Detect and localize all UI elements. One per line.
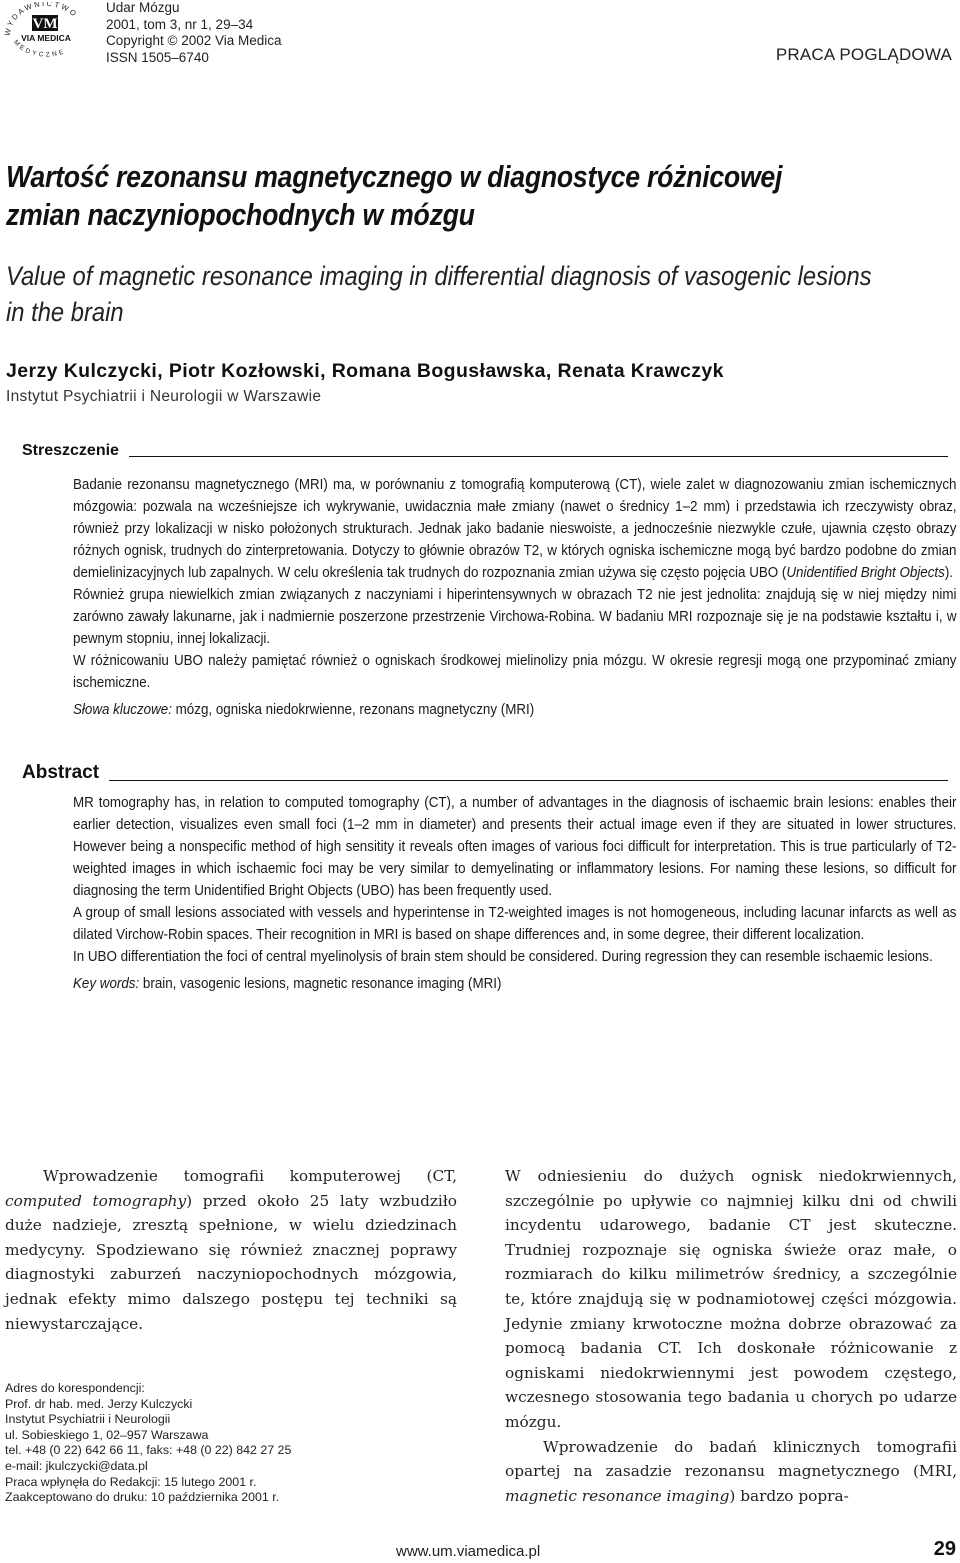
abstract-heading: Abstract bbox=[22, 762, 100, 783]
keywords-text: mózg, ogniska niedokrwienne, rezonans magnetyczny (MRI) bbox=[171, 702, 535, 718]
body-right-column bbox=[505, 1164, 957, 1508]
correspondence-email: e-mail: jkulczycki@data.pl bbox=[5, 1458, 148, 1473]
streszczenie-p1-end: ). bbox=[944, 565, 954, 581]
heading-rule bbox=[129, 456, 948, 457]
article-title-pl bbox=[6, 158, 943, 234]
correspondence-line: Praca wpłynęła do Redakcji: 15 lutego 2001 r. bbox=[5, 1474, 257, 1489]
streszczenie-paragraph: W różnicowaniu UBO należy pamiętać również o ogniskach środkowej mielinolizy pnia mózgu. W okresie regresji mogą one przypominać zmiany ischemiczne. bbox=[73, 653, 957, 691]
correspondence-line: tel. +48 (0 22) 642 66 11, faks: +48 (0 22) 842 27 25 bbox=[5, 1443, 292, 1458]
logo-monogram: VM bbox=[32, 16, 58, 32]
body-text: Wprowadzenie tomografii komputerowej (CT, bbox=[43, 1167, 457, 1185]
abstract-paragraph: A group of small lesions associated with vessels and hyperintense in T2-weighted images is not homogeneous, including lacunar infarcts as well as dilated Virchow-Robin spaces. Their recognition in MRI is based on shape differences and, in some degree, their different localization. bbox=[73, 905, 957, 943]
via-medica-logo-icon bbox=[4, 2, 88, 60]
section-label: PRACA POGLĄDOWA bbox=[775, 45, 952, 64]
title-en-line1: Value of magnetic resonance imaging in differential diagnosis of vasogenic lesions bbox=[6, 261, 872, 291]
keywords-label: Key words: bbox=[73, 976, 140, 992]
journal-copyright: Copyright © 2002 Via Medica bbox=[106, 33, 282, 48]
logo-name: VIA MEDICA bbox=[21, 33, 71, 43]
abstract-heading-row bbox=[22, 762, 948, 784]
streszczenie-paragraph bbox=[73, 474, 957, 584]
logo-arc-bottom: MEDYCZNE bbox=[12, 38, 67, 59]
correspondence-line: Instytut Psychiatrii i Neurologii bbox=[5, 1412, 171, 1427]
correspondence-box bbox=[5, 1381, 465, 1506]
streszczenie-body bbox=[73, 474, 957, 721]
body-text-italic: magnetic resonance imaging bbox=[505, 1486, 730, 1505]
streszczenie-p1-italic: Unidentified Bright Objects bbox=[786, 565, 945, 581]
streszczenie-heading: Streszczenie bbox=[22, 442, 119, 459]
correspondence-line: Prof. dr hab. med. Jerzy Kulczycki bbox=[5, 1396, 193, 1411]
abstract-paragraph: MR tomography has, in relation to computed tomography (CT), a number of advantages in the diagnosis of ischaemic brain lesions: enables their earlier detection, visualizes even small foci (1–2 mm in diameter) and presents their actual image even if they are situated in lower structures. However being a nonspecific method of high sensitity it reveals often images of various foci difficult for interpretation. This is true particularly of T2-weighted images in which ischaemic foci may be very similar to demyelinating or inflammatory lesions. For naming these lesions, so difficult for diagnosing the term Unidentified Bright Objects (UBO) has been frequently used. bbox=[73, 795, 957, 899]
abstract-keywords bbox=[73, 973, 957, 995]
keywords-text: brain, vasogenic lesions, magnetic resonance imaging (MRI) bbox=[139, 976, 502, 992]
streszczenie-keywords bbox=[73, 699, 957, 721]
body-text-italic: computed tomography bbox=[5, 1191, 187, 1210]
streszczenie-p1: Badanie rezonansu magnetycznego (MRI) ma, w porównaniu z tomografią komputerową (CT), wiele zalet w diagnozowaniu zmian ischemicznych mózgowia: pozwala na wcześniejsze ich wykrywanie, uwidacznia małe zmiany (nawet o średnicy 1–2 mm) i przedstawia ich rzeczywisty obraz, również przy lokalizacji w nisko położonych strukturach. Jednak jako badanie nieswoiste, a jednocześnie niezwykle czułe, ujawnia często obrazy różnych ognisk, trudnych do zinterpretowania. Dotyczy to głównie obrazów T2, w których ogniska ischemiczne mogą być bardzo podobne do zmian demielinizacyjnych lub zapalnych. W celu określenia tak trudnych do rozpoznania zmian używa się często pojęcia UBO ( bbox=[73, 477, 957, 581]
body-paragraph bbox=[505, 1435, 957, 1509]
streszczenie-heading-row bbox=[22, 442, 948, 460]
body-text: Wprowadzenie do badań klinicznych tomografii opartej na zasadzie rezonansu magnetycznego (MRI, bbox=[505, 1437, 957, 1481]
body-text: ) przed około 25 laty wzbudziło duże nadzieje, zresztą spełnione, w wielu dziedzinach medycyny. Spodziewano się również znacznej poprawy diagnostyki zaburzeń naczyniopochodnych mózgowia, jednak efekty mimo dalszego postępu tej techniki są niewystarczające. bbox=[5, 1191, 457, 1333]
correspondence-line: ul. Sobieskiego 1, 02–957 Warszawa bbox=[5, 1427, 209, 1442]
title-en-line2: in the brain bbox=[6, 297, 124, 327]
affiliation: Instytut Psychiatrii i Neurologii w Warszawie bbox=[6, 388, 322, 405]
journal-name: Udar Mózgu bbox=[106, 0, 180, 15]
correspondence-label: Adres do korespondencji: bbox=[5, 1381, 145, 1395]
publisher-logo bbox=[4, 2, 88, 60]
body-text: ) bardzo popra- bbox=[729, 1486, 849, 1505]
keywords-label: Słowa kluczowe: bbox=[73, 702, 172, 718]
abstract-paragraph: In UBO differentiation the foci of central myelinolysis of brain stem should be considered. During regression they can resemble ischaemic lesions. bbox=[73, 949, 933, 965]
journal-issue: 2001, tom 3, nr 1, 29–34 bbox=[106, 16, 254, 32]
title-pl-line1: Wartość rezonansu magnetycznego w diagnostyce różnicowej bbox=[6, 159, 783, 194]
page-number: 29 bbox=[933, 1538, 956, 1560]
article-title-en bbox=[6, 258, 939, 330]
body-paragraph bbox=[5, 1164, 457, 1336]
body-left-column bbox=[5, 1164, 457, 1336]
authors: Jerzy Kulczycki, Piotr Kozłowski, Romana Bogusławska, Renata Krawczyk bbox=[6, 360, 724, 382]
streszczenie-paragraph: Również grupa niewielkich zmian związanych z naczyniami i hiperintensywnych w obrazach T2 nie jest jednolita: znajdują się w niej między nimi zarówno zawały lakunarne, jak i nadmiernie poszerzone przestrzenie Virchowa-Robina. W badaniu MRI rozpoznaje się je na podstawie kształtu i, w pewnym stopniu, innej lokalizacji. bbox=[73, 587, 957, 647]
correspondence-line: Zaakceptowano do druku: 10 października 2001 r. bbox=[5, 1490, 280, 1505]
journal-issn: ISSN 1505–6740 bbox=[106, 49, 209, 65]
body-paragraph: W odniesieniu do dużych ognisk niedokrwiennych, szczególnie po upływie co najmniej kilku dni od chwili incydentu udarowego, badanie CT jest skuteczne. Trudniej rozpoznaje się ogniska świeże oraz małe, o rozmiarach do kilku milimetrów średnicy, a szczególnie te, które znajdują się w podnamiotowej części mózgowia. Jedynie zmiany krwotoczne można dobrze obrazować za pomocą badania CT. Ich doskonałe różnicowanie z ogniskami niedokrwiennymi jest powodem częstego, wczesnego stosowania tego badania u chorych po udarze mózgu. bbox=[505, 1167, 957, 1431]
title-pl-line2: zmian naczyniopochodnych w mózgu bbox=[6, 197, 475, 232]
footer-url: www.um.viamedica.pl bbox=[396, 1543, 541, 1560]
abstract-body bbox=[73, 792, 957, 995]
logo-arc-top: YDAWNICTWO bbox=[5, 2, 80, 28]
journal-info bbox=[106, 0, 282, 66]
heading-rule bbox=[109, 780, 948, 781]
